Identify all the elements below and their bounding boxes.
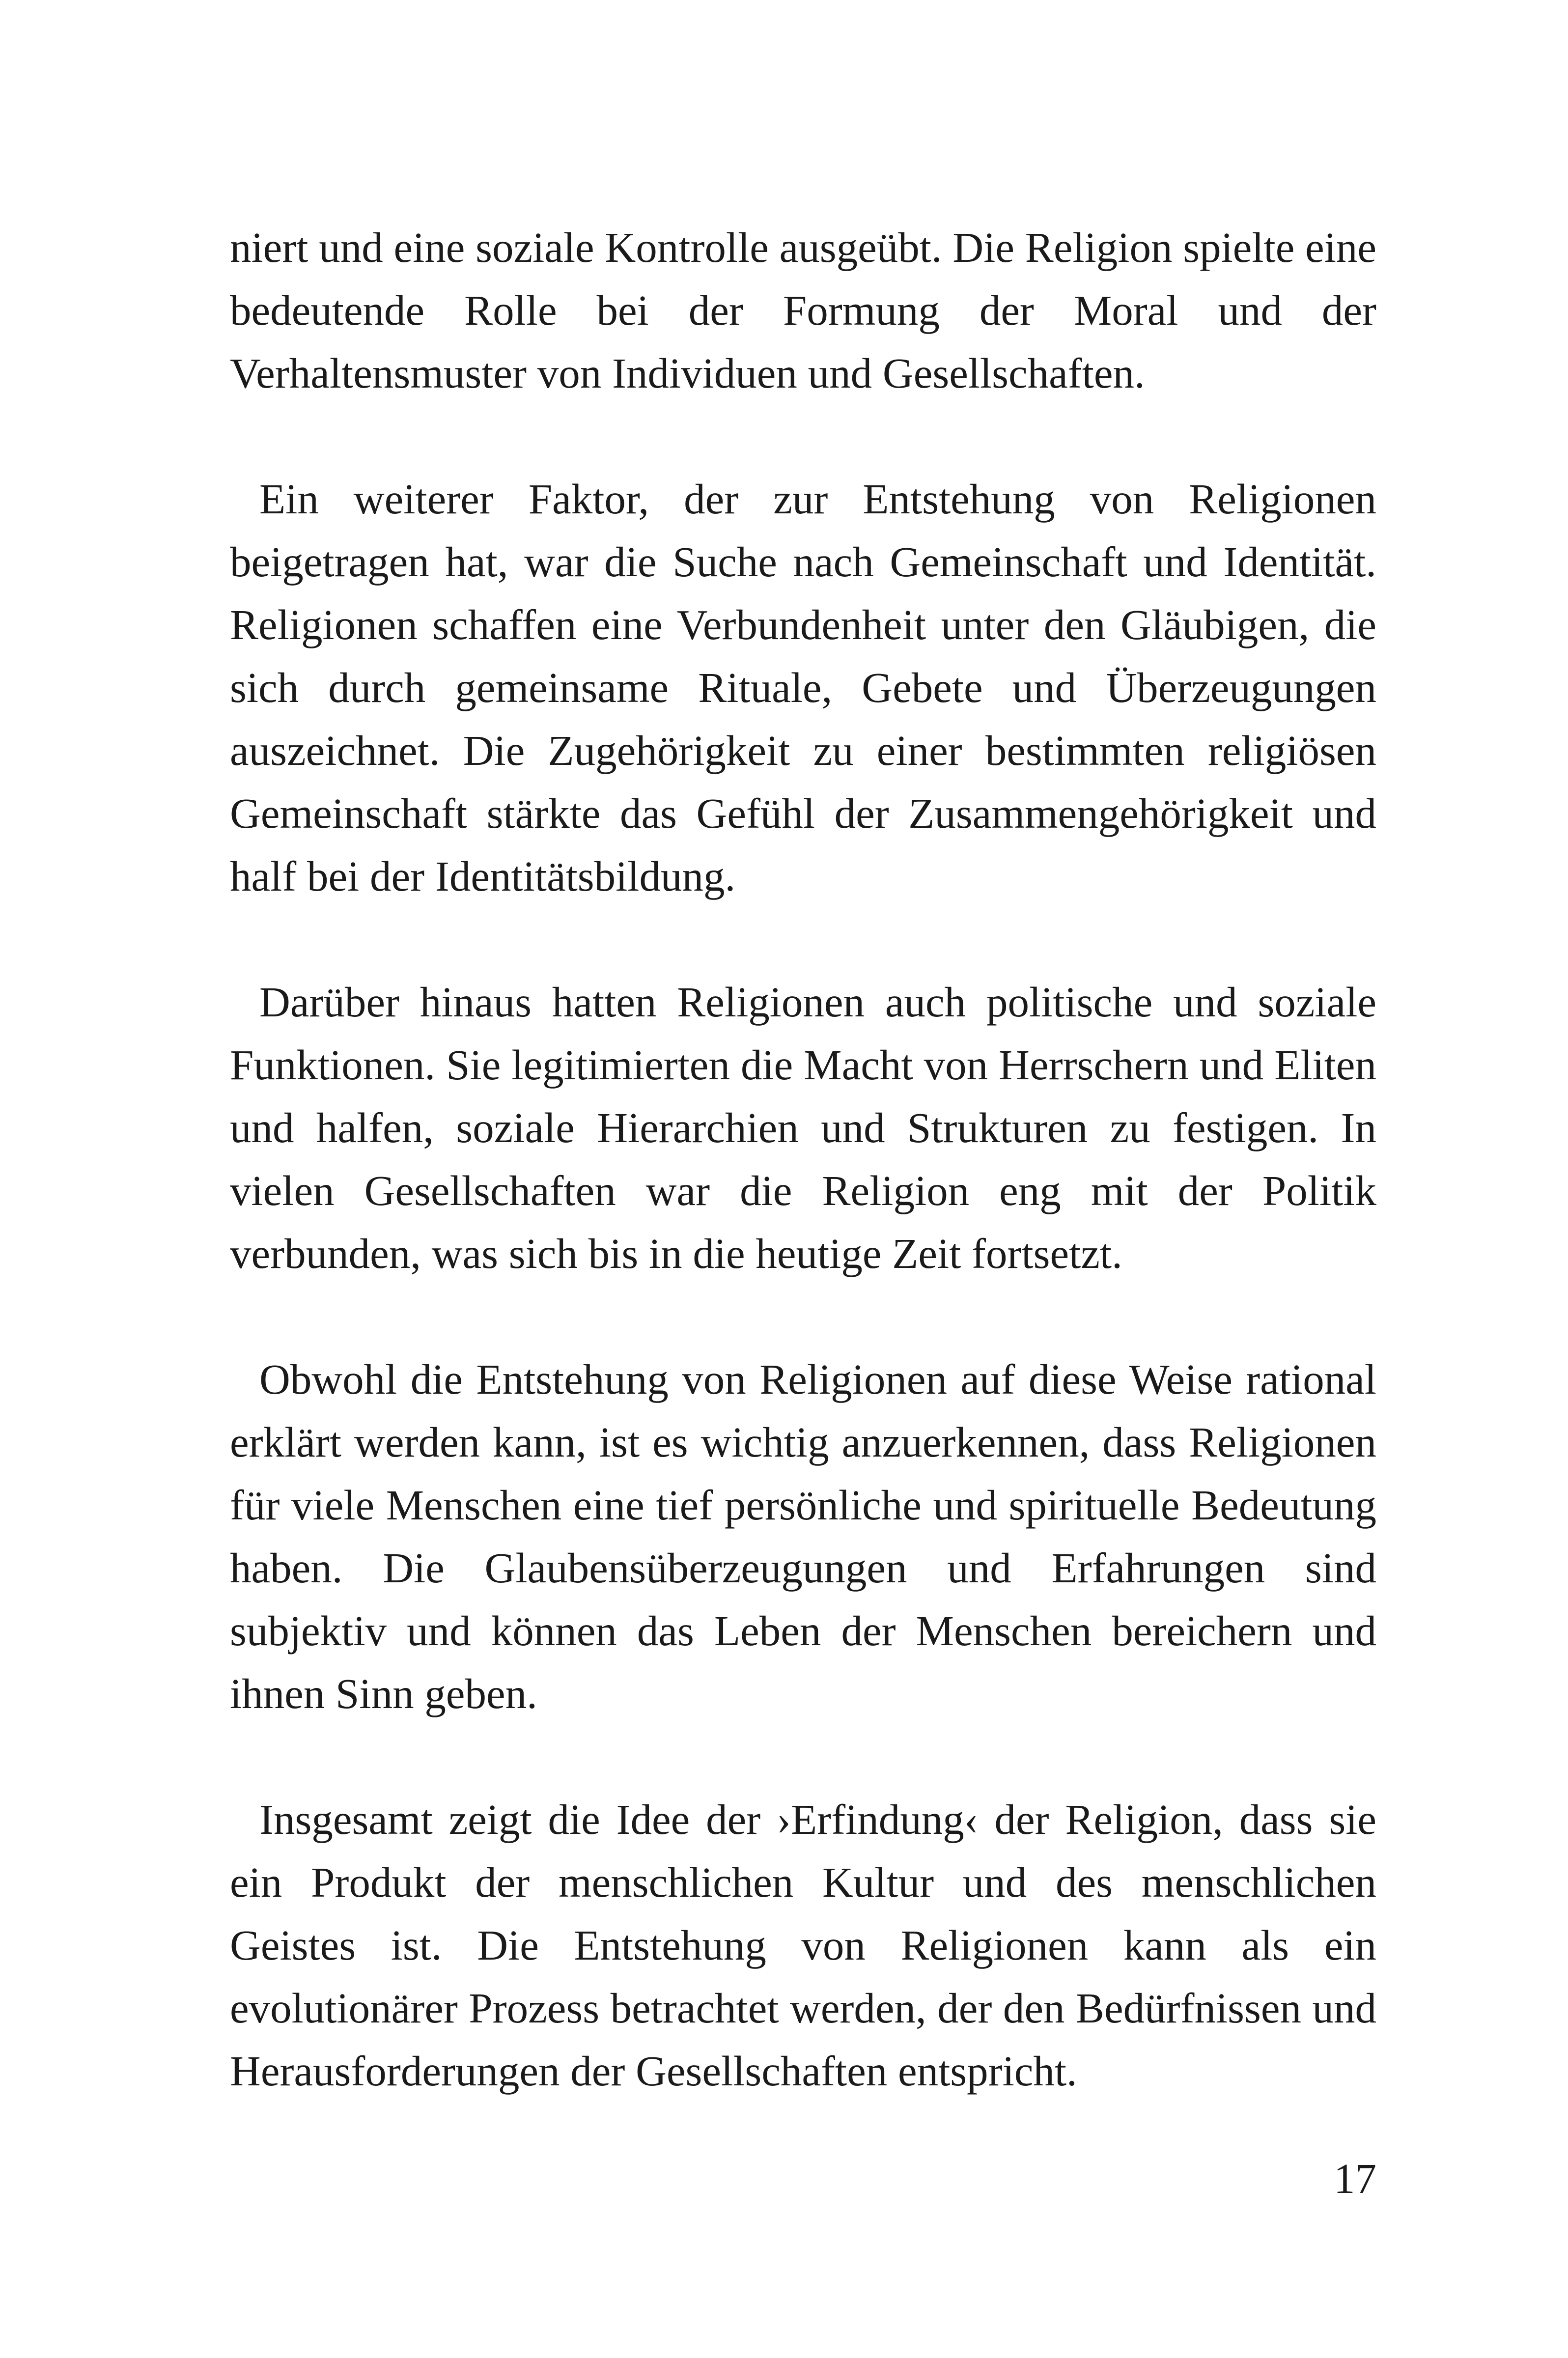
page-number: 17	[1334, 2155, 1376, 2202]
paragraph-1: niert und eine soziale Kontrolle ausgeübt. Die Religion spielte eine bedeutende Rolle bei der Formung der Moral und der Verhaltensmuster von Individuen und Gesellschaften.	[230, 224, 1376, 397]
paragraph-3: Darüber hinaus hatten Religionen auch politische und soziale Funktionen. Sie legitimierten die Macht von Herrschern und Eliten und halfen, soziale Hierarchien und Strukturen zu festigen. In vielen Gesellschaften war die Religion eng mit der Politik verbunden, was sich bis in die heutige Zeit fortsetzt.	[230, 978, 1376, 1277]
paragraph-5: Insgesamt zeigt die Idee der ›Erfindung‹ der Religion, dass sie ein Produkt der menschlichen Kultur und des menschlichen Geistes ist. Die Entstehung von Religionen kann als ein evolutionärer Prozess betrachtet werden, der den Bedürfnissen und Herausforderungen der Gesellschaften entspricht.	[230, 1796, 1376, 2095]
paragraph-4: Obwohl die Entstehung von Religionen auf diese Weise rational erklärt werden kann, ist es wichtig anzuerkennen, dass Religionen für viele Menschen eine tief persönliche und spirituelle Bedeutung haben. Die Glaubensüberzeugungen und Erfahrungen sind subjektiv und können das Leben der Menschen bereichern und ihnen Sinn geben.	[230, 1355, 1376, 1717]
body-text	[230, 216, 1376, 2103]
paragraph-2: Ein weiterer Faktor, der zur Entstehung von Religionen beigetragen hat, war die Suche nach Gemeinschaft und Identität. Religionen schaffen eine Verbundenheit unter den Gläubigen, die sich durch gemeinsame Rituale, Gebete und Überzeugungen auszeichnet. Die Zugehörigkeit zu einer bestimmten religiösen Gemeinschaft stärkte das Gefühl der Zusammengehörigkeit und half bei der Identitätsbildung.	[230, 475, 1376, 900]
